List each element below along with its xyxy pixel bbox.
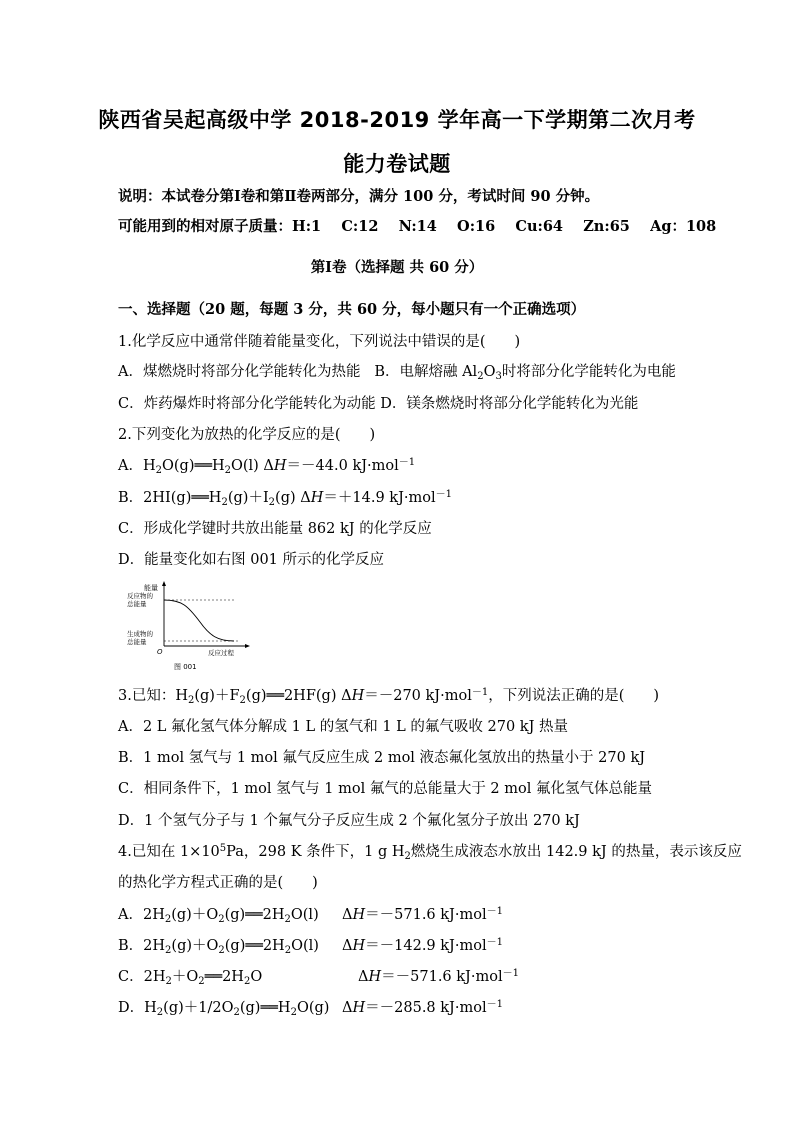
q4-option-b: B．$2H_2(g)+O_2(g)══2H_2O(l)$ — [118, 938, 319, 956]
q1-option-d: D．镁条燃烧时将部分化学能转化为光能 — [380, 396, 639, 412]
figure-caption: 图 001 — [174, 663, 197, 671]
q3-option-c: C．相同条件下，1 mol 氢气与 1 mol 氟气的总能量大于 2 mol 氟化氢气体总能量 — [118, 781, 652, 797]
product-energy-label-2: 总能量 — [127, 638, 147, 646]
reactant-energy-label-1: 反应物的 — [127, 592, 153, 600]
energy-axis-x-arrow — [245, 644, 250, 648]
exam-note: 说明：本试卷分第Ⅰ卷和第Ⅱ卷两部分，满分 100 分，考试时间 90 分钟。 — [118, 188, 600, 205]
q3-option-a: A．2 L 氟化氢气体分解成 1 L 的氢气和 1 L 的氟气吸收 270 kJ 热量 — [118, 719, 569, 735]
q3-stem: 3.已知：$H_2(g)+F_2(g)══2HF(g)$ ΔH＝－270 kJ·mol$^{-1}$，下列说法正确的是( ) — [118, 687, 660, 706]
q2-option-d: D．能量变化如右图 001 所示的化学反应 — [118, 552, 385, 568]
q4-stem-line-2: 的热化学方程式正确的是( ) — [118, 875, 318, 891]
q2-option-a: A．$H_2O(g)══H_2O(l)$ ΔH＝－44.0 kJ·mol$^{-1}$ — [118, 457, 416, 476]
q1-options-cd — [118, 394, 638, 414]
energy-axis-label: 能量 — [144, 584, 158, 592]
q4-option-c: C．$2H_2+O_2══2H_2O$ — [118, 969, 263, 987]
atomic-masses: 可能用到的相对原子质量：H:1 C:12 N:14 O:16 Cu:64 Zn:65 Ag：108 — [118, 218, 717, 235]
q1-stem: 1.化学反应中通常伴随着能量变化，下列说法中错误的是( ) — [118, 334, 521, 350]
q1-options-ab — [118, 362, 676, 382]
q4-option-c-enthalpy: ΔH＝－571.6 kJ·mol$^{-1}$ — [358, 968, 519, 985]
q4-option-d: D．$H_2(g)+1/2O_2(g)══H_2O(g)$ — [118, 1000, 330, 1018]
energy-diagram-figure — [124, 578, 256, 674]
energy-curve — [164, 600, 234, 641]
reaction-progress-label: 反应过程 — [208, 649, 234, 657]
product-energy-label-1: 生成物的 — [127, 630, 153, 638]
section-instructions: 一、选择题（20 题，每题 3 分，共 60 分，每小题只有一个正确选项） — [118, 301, 586, 318]
q2-option-b: B．$2HI(g)══H_2(g)+I_2(g)$ ΔH＝＋14.9 kJ·mol$^{-1}$ — [118, 489, 452, 508]
q1-option-c: C．炸药爆炸时将部分化学能转化为动能 — [118, 396, 376, 412]
q3-option-b: B．1 mol 氢气与 1 mol 氟气反应生成 2 mol 液态氟化氢放出的热量小于 270 kJ — [118, 750, 646, 766]
origin-label: O — [157, 648, 163, 656]
q4-option-d-enthalpy: ΔH＝－285.8 kJ·mol$^{-1}$ — [342, 999, 503, 1016]
exam-title-line-2: 能力卷试题 — [343, 152, 451, 176]
q2-stem: 2.下列变化为放热的化学反应的是( ) — [118, 427, 376, 443]
section-title: 第Ⅰ卷（选择题 共 60 分） — [310, 259, 484, 276]
q1-option-a: A．煤燃烧时将部分化学能转化为热能 — [118, 364, 361, 380]
reactant-energy-label-2: 总能量 — [127, 600, 147, 608]
q1-option-b: B．电解熔融 $Al_2O_3$时将部分化学能转化为电能 — [374, 364, 676, 382]
energy-axis-y-arrow — [162, 581, 166, 586]
q2-option-c: C．形成化学键时共放出能量 862 kJ 的化学反应 — [118, 521, 432, 537]
exam-title-line-1: 陕西省吴起高级中学 2018-2019 学年高一下学期第二次月考 — [98, 108, 696, 132]
q4-stem-line-1: 4.已知在 $1\times 10^5Pa$，298 K 条件下，1 g $H_2$燃烧生成液态水放出 142.9 kJ 的热量，表示该反应 — [118, 843, 742, 862]
q3-option-d: D．1 个氢气分子与 1 个氟气分子反应生成 2 个氟化氢分子放出 270 kJ — [118, 813, 580, 829]
q4-option-a-enthalpy: ΔH＝－571.6 kJ·mol$^{-1}$ — [342, 906, 503, 923]
q4-option-a: A．$2H_2(g)+O_2(g)══2H_2O(l)$ — [118, 907, 319, 925]
q4-option-b-enthalpy: ΔH＝－142.9 kJ·mol$^{-1}$ — [342, 937, 503, 954]
